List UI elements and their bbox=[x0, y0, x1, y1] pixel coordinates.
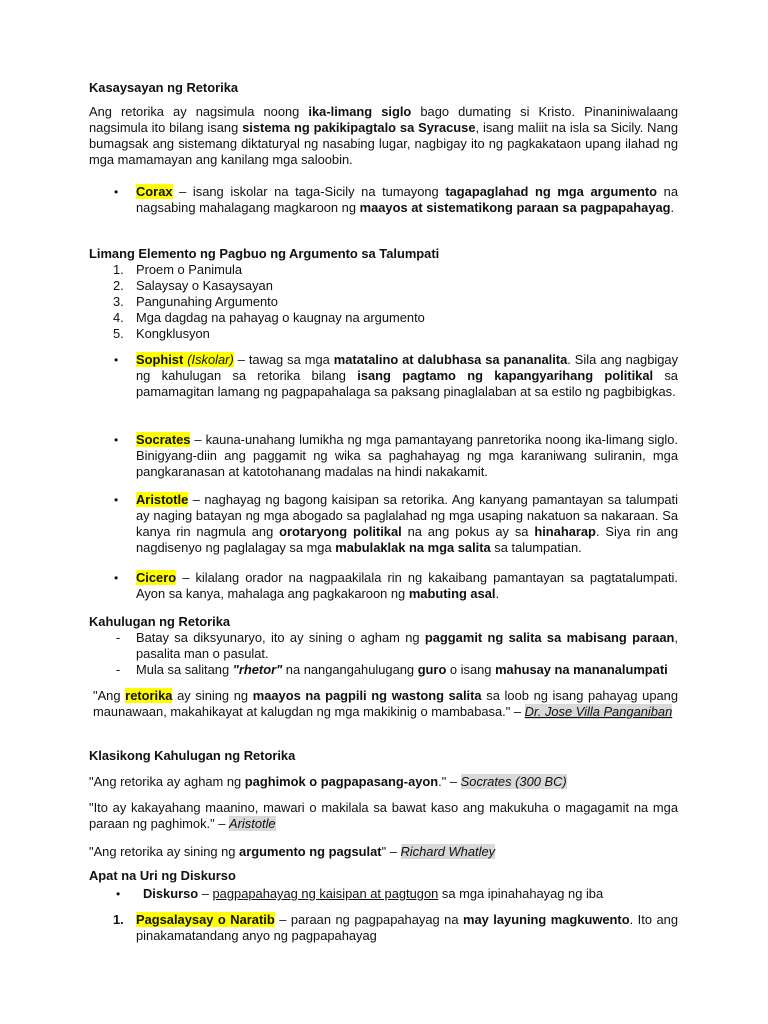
bullet-cicero: • bbox=[114, 571, 119, 585]
highlight-socrates: Socrates bbox=[136, 432, 191, 447]
highlight-sophist: Sophist (Iskolar) bbox=[136, 352, 234, 367]
classic-definition-whatley: "Ang retorika ay sining ng argumento ng pagsulat" – Richard Whatley bbox=[89, 844, 496, 859]
bullet-corax: • bbox=[114, 185, 119, 199]
list-number: 2. bbox=[113, 278, 124, 293]
classic-definition-aristotle: "Ito ay kakayahang maanino, mawari o makilala sa bawat kaso ang makukuha o magagamit na mga paraan ng paghimok." – Aristotle bbox=[89, 800, 678, 831]
section-title-elemento: Limang Elemento ng Pagbuo ng Argumento sa Talumpati bbox=[89, 246, 440, 261]
sophist-item: Sophist (Iskolar) – tawag sa mga matatalino at dalubhasa sa pananalita. Sila ang nagbigay ng kahulugan sa retorika bilang isang pagtamo ng kapangyarihang politikal sa pamamagitan lamang ng pagpapahalaga sa paksang pinaglalaban at sa estilo ng pagbibigkas. bbox=[136, 352, 679, 399]
corax-item: Corax – isang iskolar na taga-Sicily na tumayong tagapaglahad ng mga argumento na nagsabing mahalagang magkaroon ng maayos at sistematikong paraan sa pagpapahayag. bbox=[136, 184, 678, 215]
list-number: 1. bbox=[113, 912, 124, 927]
highlight-retorika: retorika bbox=[125, 688, 173, 703]
classic-author-socrates: Socrates (300 BC) bbox=[460, 774, 567, 789]
bullet-aristotle: • bbox=[114, 493, 119, 507]
list-item-pangunahing-argumento: Pangunahing Argumento bbox=[136, 294, 278, 309]
highlight-cicero: Cicero bbox=[136, 570, 177, 585]
classic-author-whatley: Richard Whatley bbox=[400, 844, 496, 859]
bullet-socrates: • bbox=[114, 433, 119, 447]
quote-author: Dr. Jose Villa Panganiban bbox=[524, 704, 673, 719]
section-title-kahulugan: Kahulugan ng Retorika bbox=[89, 614, 231, 629]
definition-diksyunaryo: Batay sa diksyunaryo, ito ay sining o agham ng paggamit ng salita sa mabisang paraan, pasalita man o pasulat. bbox=[136, 630, 679, 661]
list-item-kongklusyon: Kongklusyon bbox=[136, 326, 210, 341]
bullet-diskurso: • bbox=[116, 887, 121, 901]
socrates-item: Socrates – kauna-unahang lumikha ng mga pamantayang panretorika noong ika-limang siglo. Binigyang-diin ang paggamit ng wika sa paghahayag ng mga karaniwang suliranin, mga pangkaranasan at katotohanang madalas na hindi nakakamit. bbox=[136, 432, 678, 479]
list-item-salaysay: Salaysay o Kasaysayan bbox=[136, 278, 273, 293]
list-item-proem: Proem o Panimula bbox=[136, 262, 243, 277]
list-number: 1. bbox=[113, 262, 124, 277]
highlight-naratib: Pagsalaysay o Naratib bbox=[136, 912, 275, 927]
cicero-item: Cicero – kilalang orador na nagpaakilala rin ng kakaibang pamantayan sa pagtatalumpati. Ayon sa kanya, mahalaga ang pagkakaroon ng mabuting asal. bbox=[136, 570, 678, 601]
diskurso-definition: Diskurso – pagpapahayag ng kaisipan at pagtugon sa mga ipinahahayag ng iba bbox=[143, 886, 604, 901]
section-title-klasiko: Klasikong Kahulugan ng Retorika bbox=[89, 748, 296, 763]
naratib-item: Pagsalaysay o Naratib – paraan ng pagpapahayag na may layuning magkuwento. Ito ang pinakamatandang anyo ng pagpapahayag bbox=[136, 912, 679, 943]
classic-definition-socrates: "Ang retorika ay agham ng paghimok o pagpapasang-ayon." – Socrates (300 BC) bbox=[89, 774, 567, 789]
classic-author-aristotle: Aristotle bbox=[229, 816, 276, 831]
section-title-diskurso: Apat na Uri ng Diskurso bbox=[89, 868, 236, 883]
highlight-aristotle: Aristotle bbox=[136, 492, 189, 507]
panganiban-quote: "Ang retorika ay sining ng maayos na pagpili ng wastong salita sa loob ng isang pahayag upang maunawaan, makahikayat at kalugdan ng mga makikinig o mambabasa." – Dr. Jose Villa Panganiban bbox=[93, 688, 678, 719]
dash-marker: - bbox=[116, 630, 121, 645]
dash-marker: - bbox=[116, 662, 121, 677]
highlight-corax: Corax bbox=[136, 184, 173, 199]
bullet-sophist: • bbox=[114, 353, 119, 367]
list-number: 4. bbox=[113, 310, 124, 325]
list-number: 3. bbox=[113, 294, 124, 309]
definition-rhetor: Mula sa salitang "rhetor" na nangangahulugang guro o isang mahusay na mananalumpati bbox=[136, 662, 668, 677]
intro-paragraph: Ang retorika ay nagsimula noong ika-limang siglo bago dumating si Kristo. Pinaniniwalaang nagsimula ito bilang isang sistema ng pakikipagtalo sa Syracuse, isang maliit na isla sa Sicily. Nang bumagsak ang sistemang diktaturyal ng nasabing lugar, nagbigay ito ng pagkakataon upang ilahad ng mga mamamayan ang kanilang mga saloobin. bbox=[89, 104, 678, 167]
section-title-kasaysayan: Kasaysayan ng Retorika bbox=[89, 80, 239, 95]
aristotle-item: Aristotle – naghayag ng bagong kaisipan sa retorika. Ang kanyang pamantayan sa talumpati ay naging batayan ng mga abogado sa paglalahad ng mga usaping nakatuon sa nakaraan. Sa kanya rin nagmula ang orotaryong politikal na ang pokus ay sa hinaharap. Siya rin ang nagdisenyo ng paglalagay sa mga mabulaklak na mga salita sa talumpatian. bbox=[136, 492, 678, 555]
list-item-dagdag-pahayag: Mga dagdag na pahayag o kaugnay na argumento bbox=[136, 310, 425, 325]
list-number: 5. bbox=[113, 326, 124, 341]
